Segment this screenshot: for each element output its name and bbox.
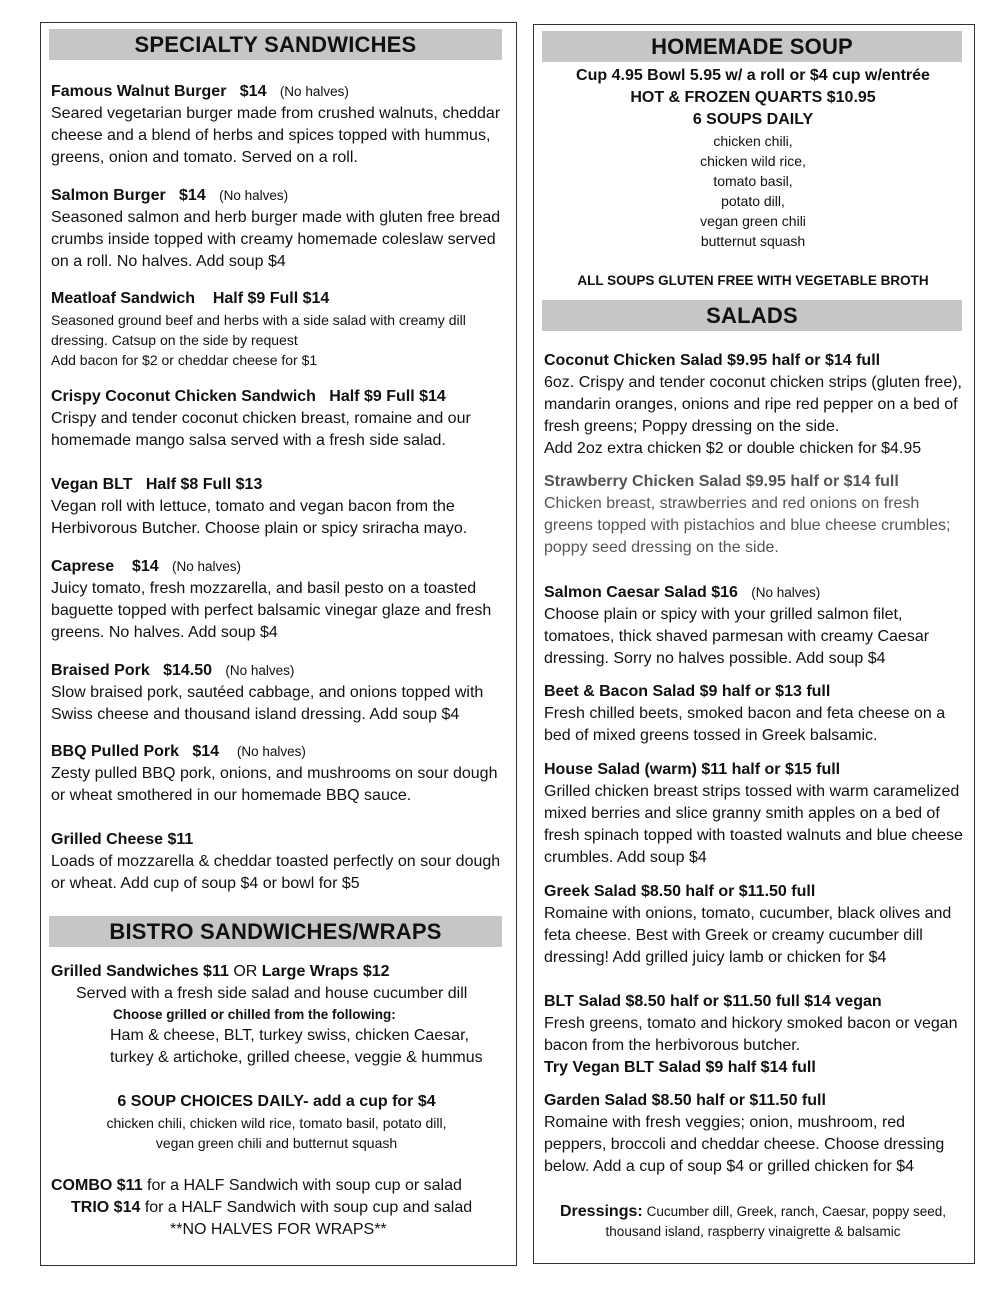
menu-item bbox=[51, 288, 511, 370]
item-price: $14 bbox=[179, 187, 206, 204]
salad-title: Greek Salad $8.50 half or $11.50 full bbox=[544, 883, 816, 900]
item-name: Meatloaf Sandwich bbox=[51, 290, 196, 307]
salad-title: BLT Salad $8.50 half or $11.50 full $14 vegan bbox=[544, 993, 882, 1010]
combo-section bbox=[51, 1175, 511, 1241]
salad-item bbox=[544, 759, 964, 869]
specialty-sandwiches-header: SPECIALTY SANDWICHES bbox=[49, 29, 502, 60]
salad-item bbox=[544, 881, 964, 969]
bistro-options-2: turkey & artichoke, grilled cheese, veggie & hummus bbox=[110, 1049, 483, 1066]
item-name: BBQ Pulled Pork bbox=[51, 743, 180, 760]
bistro-section bbox=[51, 961, 511, 1069]
item-name: Caprese bbox=[51, 558, 115, 575]
dressings bbox=[538, 1201, 968, 1242]
trio-text: for a HALF Sandwich with soup cup and salad bbox=[144, 1199, 473, 1216]
salad-note: (No halves) bbox=[751, 585, 821, 600]
bistro-or: OR bbox=[233, 963, 258, 980]
dressings-label: Dressings: bbox=[560, 1203, 643, 1220]
menu-item bbox=[51, 185, 511, 273]
salad-description: Grilled chicken breast strips tossed with warm caramelized mixed berries and slice granny smith apples on a bed of fresh spinach topped with toasted walnuts and blue cheese crumbles. Add soup $4 bbox=[544, 783, 963, 866]
dressings-list-1: Cucumber dill, Greek, ranch, Caesar, poppy seed, bbox=[646, 1204, 946, 1219]
bistro-served: Served with a fresh side salad and house cucumber dill bbox=[76, 985, 468, 1002]
salad-item bbox=[544, 1090, 964, 1178]
soup-choices-list-1: chicken chili, chicken wild rice, tomato basil, potato dill, bbox=[106, 1115, 447, 1131]
soup-pricing: Cup 4.95 Bowl 5.95 w/ a roll or $4 cup w/entrée bbox=[576, 67, 930, 84]
menu-item bbox=[51, 81, 511, 169]
salad-item bbox=[544, 471, 964, 559]
left-menu-column bbox=[40, 22, 517, 1266]
bistro-wraps-price: Large Wraps $12 bbox=[261, 963, 390, 980]
salad-title: House Salad (warm) $11 half or $15 full bbox=[544, 761, 841, 778]
item-note: (No halves) bbox=[236, 744, 306, 759]
salad-item bbox=[544, 991, 964, 1079]
salad-item bbox=[544, 681, 964, 747]
menu-item bbox=[51, 741, 511, 807]
soup-choices-list-2: vegan green chili and butternut squash bbox=[155, 1135, 398, 1151]
item-price: $14.50 bbox=[163, 662, 212, 679]
item-price: $14 bbox=[239, 83, 267, 100]
salad-description: Fresh chilled beets, smoked bacon and feta cheese on a bed of mixed greens tossed in Greek balsamic. bbox=[544, 705, 946, 744]
item-description: Crispy and tender coconut chicken breast, romaine and our homemade mango salsa served with a fresh side salad. bbox=[51, 410, 471, 449]
trio-label: TRIO $14 bbox=[71, 1199, 141, 1216]
item-note: (No halves) bbox=[279, 84, 349, 99]
item-description: Slow braised pork, sautéed cabbage, and onions topped with Swiss cheese and thousand island dressing. Add soup $4 bbox=[51, 684, 484, 723]
soup-item: butternut squash bbox=[700, 233, 806, 249]
menu-item bbox=[51, 386, 511, 452]
item-addon: Add bacon for $2 or cheddar cheese for $1 bbox=[51, 352, 318, 368]
salad-title: Beet & Bacon Salad $9 half or $13 full bbox=[544, 683, 831, 700]
soup-item: vegan green chili bbox=[700, 213, 806, 229]
item-name: Vegan BLT bbox=[51, 476, 133, 493]
salad-description: 6oz. Crispy and tender coconut chicken strips (gluten free), mandarin oranges, onions and ripe red pepper on a bed of fresh greens; Poppy dressing on the side. bbox=[544, 374, 962, 435]
combo-text: for a HALF Sandwich with soup cup or salad bbox=[147, 1177, 462, 1194]
item-name: Crispy Coconut Chicken Sandwich bbox=[51, 388, 316, 405]
soup-item: chicken chili, bbox=[713, 133, 793, 149]
bistro-header: BISTRO SANDWICHES/WRAPS bbox=[49, 916, 502, 947]
salad-description: Chicken breast, strawberries and red onions on fresh greens topped with pistachios and blue cheese crumbles; poppy seed dressing on the side. bbox=[544, 495, 951, 556]
item-description: Seared vegetarian burger made from crushed walnuts, cheddar cheese and a blend of herbs and spices topped with hummus, greens, onion and tomato. Served on a roll. bbox=[51, 105, 501, 166]
item-name: Famous Walnut Burger bbox=[51, 83, 227, 100]
item-name: Grilled Cheese bbox=[51, 831, 164, 848]
item-name: Braised Pork bbox=[51, 662, 150, 679]
item-description: Vegan roll with lettuce, tomato and vegan bacon from the Herbivorous Butcher. Choose plain or spicy sriracha mayo. bbox=[51, 498, 468, 537]
salads-header: SALADS bbox=[542, 300, 962, 331]
bistro-soup-choices bbox=[45, 1091, 508, 1153]
item-price: Half $8 Full $13 bbox=[145, 476, 263, 493]
bistro-options-1: Ham & cheese, BLT, turkey swiss, chicken Caesar, bbox=[110, 1027, 469, 1044]
salad-description: Romaine with onions, tomato, cucumber, black olives and feta cheese. Best with Greek or creamy cucumber dill dressing! Add grilled juicy lamb or chicken for $4 bbox=[544, 905, 952, 966]
soup-item: potato dill, bbox=[721, 193, 785, 209]
salad-description: Romaine with fresh veggies; onion, mushroom, red peppers, broccoli and cheddar cheese. Choose dressing below. Add a cup of soup $4 or grilled chicken for $4 bbox=[544, 1114, 945, 1175]
item-description: Seasoned salmon and herb burger made with gluten free bread crumbs inside topped with creamy homemade coleslaw served on a roll. No halves. Add soup $4 bbox=[51, 209, 501, 270]
combo-label: COMBO $11 bbox=[51, 1177, 143, 1194]
item-price: Half $9 Full $14 bbox=[329, 388, 446, 405]
salad-description: Fresh greens, tomato and hickory smoked bacon or vegan bacon from the herbivorous butcher. bbox=[544, 1015, 958, 1054]
item-note: (No halves) bbox=[225, 663, 295, 678]
item-name: Salmon Burger bbox=[51, 187, 166, 204]
menu-item bbox=[51, 556, 511, 644]
soup-gluten-note: ALL SOUPS GLUTEN FREE WITH VEGETABLE BROTH bbox=[577, 273, 929, 288]
soup-item: chicken wild rice, bbox=[700, 153, 806, 169]
soup-choices-title: 6 SOUP CHOICES DAILY- add a cup for $4 bbox=[117, 1093, 436, 1110]
soup-info bbox=[538, 65, 968, 291]
soup-quarts: HOT & FROZEN QUARTS $10.95 bbox=[630, 89, 876, 106]
item-description: Zesty pulled BBQ pork, onions, and mushrooms on sour dough or wheat smothered in our homemade BBQ sauce. bbox=[51, 765, 498, 804]
menu-item bbox=[51, 660, 511, 726]
item-note: (No halves) bbox=[219, 188, 289, 203]
item-price: $14 bbox=[192, 743, 220, 760]
item-description: Juicy tomato, fresh mozzarella, and basil pesto on a toasted baguette topped with perfect balsamic vinegar glaze and fresh greens. No halves. Add soup $4 bbox=[51, 580, 492, 641]
salad-title: Strawberry Chicken Salad $9.95 half or $14 full bbox=[544, 473, 899, 490]
menu-item bbox=[51, 829, 511, 895]
item-price: $11 bbox=[167, 831, 194, 848]
salad-title: Garden Salad $8.50 half or $11.50 full bbox=[544, 1092, 826, 1109]
salad-addon: Add 2oz extra chicken $2 or double chicken for $4.95 bbox=[544, 440, 922, 457]
bistro-grilled-price: Grilled Sandwiches $11 bbox=[51, 963, 229, 980]
salad-item bbox=[544, 350, 964, 460]
salad-vegan-option: Try Vegan BLT Salad $9 half $14 full bbox=[544, 1059, 816, 1076]
salad-description: Choose plain or spicy with your grilled salmon filet, tomatoes, thick shaved parmesan with creamy Caesar dressing. Sorry no halves possible. Add soup $4 bbox=[544, 606, 930, 667]
no-halves-note: **NO HALVES FOR WRAPS** bbox=[170, 1221, 387, 1238]
item-price: $14 bbox=[131, 558, 159, 575]
soups-daily: 6 SOUPS DAILY bbox=[692, 111, 814, 128]
right-menu-column bbox=[533, 24, 975, 1264]
item-note: (No halves) bbox=[171, 559, 242, 574]
bistro-choose: Choose grilled or chilled from the following: bbox=[113, 1007, 396, 1022]
salad-title: Salmon Caesar Salad $16 bbox=[544, 584, 738, 601]
soup-item: tomato basil, bbox=[713, 173, 793, 189]
item-description: Seasoned ground beef and herbs with a side salad with creamy dill dressing. Catsup on the side by request bbox=[51, 312, 466, 348]
menu-item bbox=[51, 474, 511, 540]
salad-item bbox=[544, 582, 964, 670]
item-description: Loads of mozzarella & cheddar toasted perfectly on sour dough or wheat. Add cup of soup $4 or bowl for $5 bbox=[51, 853, 501, 892]
dressings-list-2: thousand island, raspberry vinaigrette & balsamic bbox=[605, 1224, 901, 1239]
item-price: Half $9 Full $14 bbox=[212, 290, 330, 307]
salad-title: Coconut Chicken Salad $9.95 half or $14 full bbox=[544, 352, 881, 369]
homemade-soup-header: HOMEMADE SOUP bbox=[542, 31, 962, 62]
